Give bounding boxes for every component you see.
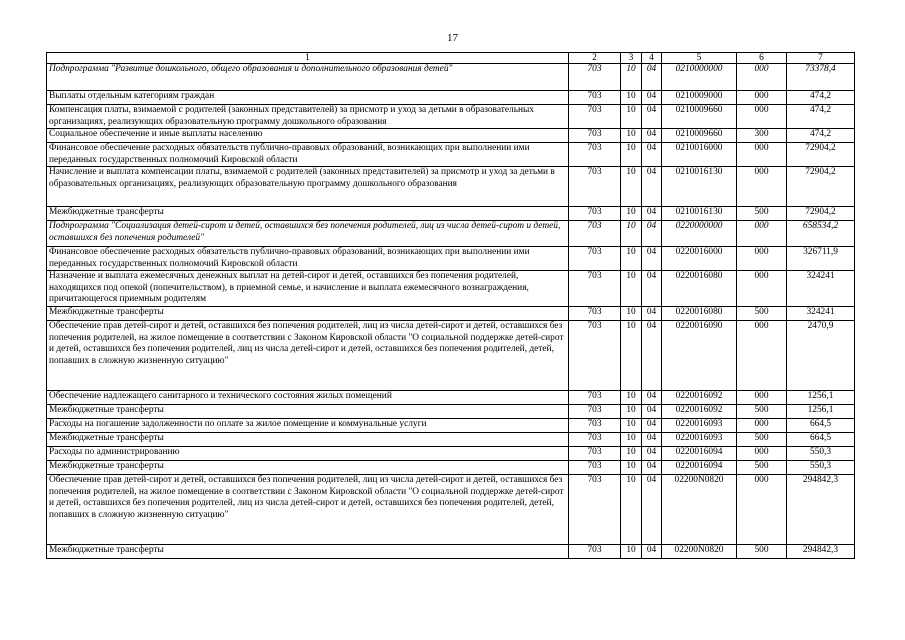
row-amount: 73378,4 bbox=[787, 64, 855, 91]
row-col-3: 10 bbox=[621, 433, 642, 447]
table-row bbox=[47, 545, 855, 559]
row-col-3: 10 bbox=[621, 221, 642, 247]
row-amount: 1256,1 bbox=[787, 391, 855, 405]
row-col-2: 703 bbox=[569, 433, 621, 447]
row-code: 0220000000 bbox=[662, 221, 737, 247]
row-col-3: 10 bbox=[621, 447, 642, 461]
row-code: 0220016080 bbox=[662, 307, 737, 321]
table-row bbox=[47, 105, 855, 129]
row-type: 000 bbox=[737, 475, 787, 545]
header-cell-1: 1 bbox=[47, 53, 569, 64]
row-code: 0210016000 bbox=[662, 143, 737, 167]
row-description: Обеспечение прав детей-сирот и детей, оставшихся без попечения родителей, лиц из числа детей-сирот и детей, оставшихся без попечения родителей, на жилое помещение в соответствии с Законом Кировской области "О социальной поддержке детей-сирот и детей, оставшихся без попечения родителей, лиц из числа детей-сирот и детей, оставшихся без попечения родителей, детей, попавших в сложную жизненную ситуацию" bbox=[47, 321, 569, 391]
table-row bbox=[47, 64, 855, 91]
row-col-4: 04 bbox=[642, 475, 662, 545]
row-code: 0210009000 bbox=[662, 91, 737, 105]
table-header-row bbox=[47, 53, 855, 64]
row-type: 300 bbox=[737, 129, 787, 143]
row-col-2: 703 bbox=[569, 419, 621, 433]
row-amount: 550,3 bbox=[787, 461, 855, 475]
row-col-2: 703 bbox=[569, 167, 621, 207]
table-row bbox=[47, 447, 855, 461]
row-type: 500 bbox=[737, 545, 787, 559]
row-amount: 326711,9 bbox=[787, 247, 855, 271]
row-col-4: 04 bbox=[642, 64, 662, 91]
row-col-4: 04 bbox=[642, 545, 662, 559]
row-col-4: 04 bbox=[642, 433, 662, 447]
header-cell-2: 2 bbox=[569, 53, 621, 64]
row-col-2: 703 bbox=[569, 64, 621, 91]
row-col-4: 04 bbox=[642, 91, 662, 105]
row-col-4: 04 bbox=[642, 247, 662, 271]
row-description: Межбюджетные трансферты bbox=[47, 207, 569, 221]
header-cell-7: 7 bbox=[787, 53, 855, 64]
row-col-2: 703 bbox=[569, 545, 621, 559]
row-code: 0210000000 bbox=[662, 64, 737, 91]
table-row bbox=[47, 129, 855, 143]
row-col-4: 04 bbox=[642, 447, 662, 461]
row-col-2: 703 bbox=[569, 391, 621, 405]
table-row bbox=[47, 207, 855, 221]
row-code: 0210016130 bbox=[662, 207, 737, 221]
row-type: 500 bbox=[737, 433, 787, 447]
row-amount: 294842,3 bbox=[787, 545, 855, 559]
row-description: Начисление и выплата компенсации платы, взимаемой с родителей (законных представителей) за присмотр и уход за детьми в образовательных организациях, реализующих образовательную программу дошкольного образования bbox=[47, 167, 569, 207]
table-row bbox=[47, 405, 855, 419]
row-col-3: 10 bbox=[621, 64, 642, 91]
row-col-4: 04 bbox=[642, 271, 662, 307]
row-amount: 324241 bbox=[787, 307, 855, 321]
row-type: 000 bbox=[737, 64, 787, 91]
page-number: 17 bbox=[447, 32, 458, 44]
row-description: Назначение и выплата ежемесячных денежных выплат на детей-сирот и детей, оставшихся без попечения родителей, находящихся под опекой (попечительством), в приемной семье, и начисление и выплата ежемесячного вознаграждения, причитающегося приемным родителям bbox=[47, 271, 569, 307]
row-amount: 664,5 bbox=[787, 419, 855, 433]
row-type: 500 bbox=[737, 307, 787, 321]
budget-table bbox=[46, 52, 855, 559]
row-type: 000 bbox=[737, 221, 787, 247]
row-description: Компенсация платы, взимаемой с родителей (законных представителей) за присмотр и уход за детьми в образовательных организациях, реализующих образовательную программу дошкольного образования bbox=[47, 105, 569, 129]
row-col-3: 10 bbox=[621, 461, 642, 475]
row-col-3: 10 bbox=[621, 207, 642, 221]
row-col-3: 10 bbox=[621, 91, 642, 105]
row-amount: 664,5 bbox=[787, 433, 855, 447]
table-row bbox=[47, 419, 855, 433]
row-col-4: 04 bbox=[642, 105, 662, 129]
row-col-2: 703 bbox=[569, 221, 621, 247]
row-code: 0220016092 bbox=[662, 405, 737, 419]
row-type: 000 bbox=[737, 447, 787, 461]
row-description: Межбюджетные трансферты bbox=[47, 433, 569, 447]
table-row bbox=[47, 433, 855, 447]
row-type: 000 bbox=[737, 321, 787, 391]
row-type: 000 bbox=[737, 247, 787, 271]
row-amount: 72904,2 bbox=[787, 143, 855, 167]
row-col-2: 703 bbox=[569, 307, 621, 321]
row-description: Межбюджетные трансферты bbox=[47, 405, 569, 419]
table-row bbox=[47, 167, 855, 207]
row-amount: 2470,9 bbox=[787, 321, 855, 391]
row-description: Расходы по администрированию bbox=[47, 447, 569, 461]
row-code: 0220016094 bbox=[662, 461, 737, 475]
row-code: 0220016092 bbox=[662, 391, 737, 405]
row-description: Расходы на погашение задолженности по оплате за жилое помещение и коммунальные услуги bbox=[47, 419, 569, 433]
row-code: 0220016093 bbox=[662, 433, 737, 447]
row-amount: 72904,2 bbox=[787, 207, 855, 221]
row-col-3: 10 bbox=[621, 545, 642, 559]
row-type: 000 bbox=[737, 419, 787, 433]
row-col-3: 10 bbox=[621, 321, 642, 391]
row-code: 0210009660 bbox=[662, 105, 737, 129]
row-col-2: 703 bbox=[569, 91, 621, 105]
row-col-3: 10 bbox=[621, 419, 642, 433]
row-code: 0210016130 bbox=[662, 167, 737, 207]
row-code: 02200N0820 bbox=[662, 475, 737, 545]
table-row bbox=[47, 91, 855, 105]
row-col-4: 04 bbox=[642, 167, 662, 207]
row-amount: 1256,1 bbox=[787, 405, 855, 419]
row-type: 000 bbox=[737, 91, 787, 105]
row-description: Межбюджетные трансферты bbox=[47, 545, 569, 559]
row-description: Финансовое обеспечение расходных обязательств публично-правовых образований, возникающих при выполнении ими переданных государственных полномочий Кировской области bbox=[47, 247, 569, 271]
row-amount: 474,2 bbox=[787, 91, 855, 105]
header-cell-6: 6 bbox=[737, 53, 787, 64]
row-col-3: 10 bbox=[621, 271, 642, 307]
header-cell-4: 4 bbox=[642, 53, 662, 64]
row-col-2: 703 bbox=[569, 129, 621, 143]
row-description: Выплаты отдельным категориям граждан bbox=[47, 91, 569, 105]
row-type: 000 bbox=[737, 167, 787, 207]
row-col-3: 10 bbox=[621, 167, 642, 207]
row-type: 500 bbox=[737, 207, 787, 221]
row-description: Финансовое обеспечение расходных обязательств публично-правовых образований, возникающих при выполнении ими переданных государственных полномочий Кировской области bbox=[47, 143, 569, 167]
row-col-2: 703 bbox=[569, 461, 621, 475]
row-col-3: 10 bbox=[621, 391, 642, 405]
row-col-3: 10 bbox=[621, 307, 642, 321]
row-amount: 474,2 bbox=[787, 105, 855, 129]
table-row bbox=[47, 321, 855, 391]
row-code: 0220016094 bbox=[662, 447, 737, 461]
row-type: 500 bbox=[737, 461, 787, 475]
header-cell-3: 3 bbox=[621, 53, 642, 64]
row-col-2: 703 bbox=[569, 105, 621, 129]
table-row bbox=[47, 143, 855, 167]
row-code: 0210009660 bbox=[662, 129, 737, 143]
row-col-2: 703 bbox=[569, 271, 621, 307]
row-code: 0220016090 bbox=[662, 321, 737, 391]
row-col-3: 10 bbox=[621, 247, 642, 271]
row-description: Обеспечение надлежащего санитарного и технического состояния жилых помещений bbox=[47, 391, 569, 405]
row-col-2: 703 bbox=[569, 405, 621, 419]
row-col-4: 04 bbox=[642, 307, 662, 321]
table-row bbox=[47, 271, 855, 307]
row-col-3: 10 bbox=[621, 475, 642, 545]
row-description: Обеспечение прав детей-сирот и детей, оставшихся без попечения родителей, лиц из числа детей-сирот и детей, оставшихся без попечения родителей, на жилое помещение в соответствии с Законом Кировской области "О социальной поддержке детей-сирот и детей, оставшихся без попечения родителей, лиц из числа детей-сирот и детей, оставшихся без попечения родителей, детей, попавших в сложную жизненную ситуацию" bbox=[47, 475, 569, 545]
row-col-4: 04 bbox=[642, 321, 662, 391]
row-col-2: 703 bbox=[569, 475, 621, 545]
row-code: 02200N0820 bbox=[662, 545, 737, 559]
row-amount: 658534,2 bbox=[787, 221, 855, 247]
row-col-4: 04 bbox=[642, 461, 662, 475]
row-col-3: 10 bbox=[621, 129, 642, 143]
row-amount: 294842,3 bbox=[787, 475, 855, 545]
table-row bbox=[47, 475, 855, 545]
row-col-4: 04 bbox=[642, 143, 662, 167]
row-description: Подпрограмма "Социализация детей-сирот и детей, оставшихся без попечения родителей, лиц из числа детей-сирот и детей, оставшихся без попечения родителей" bbox=[47, 221, 569, 247]
row-col-4: 04 bbox=[642, 207, 662, 221]
table-row bbox=[47, 391, 855, 405]
row-type: 000 bbox=[737, 271, 787, 307]
table-row bbox=[47, 461, 855, 475]
row-type: 000 bbox=[737, 105, 787, 129]
row-col-2: 703 bbox=[569, 247, 621, 271]
row-type: 000 bbox=[737, 143, 787, 167]
table-row bbox=[47, 307, 855, 321]
row-description: Межбюджетные трансферты bbox=[47, 461, 569, 475]
row-amount: 72904,2 bbox=[787, 167, 855, 207]
row-description: Социальное обеспечение и иные выплаты населению bbox=[47, 129, 569, 143]
table-row bbox=[47, 247, 855, 271]
row-col-4: 04 bbox=[642, 391, 662, 405]
row-code: 0220016080 bbox=[662, 271, 737, 307]
table-row bbox=[47, 221, 855, 247]
row-amount: 550,3 bbox=[787, 447, 855, 461]
row-description: Подпрограмма "Развитие дошкольного, общего образования и дополнительного образования детей" bbox=[47, 64, 569, 91]
row-col-2: 703 bbox=[569, 321, 621, 391]
table-body bbox=[47, 53, 855, 559]
header-cell-5: 5 bbox=[662, 53, 737, 64]
row-description: Межбюджетные трансферты bbox=[47, 307, 569, 321]
row-type: 500 bbox=[737, 405, 787, 419]
row-col-4: 04 bbox=[642, 221, 662, 247]
row-col-4: 04 bbox=[642, 419, 662, 433]
row-col-4: 04 bbox=[642, 405, 662, 419]
row-type: 000 bbox=[737, 391, 787, 405]
row-col-2: 703 bbox=[569, 207, 621, 221]
row-amount: 474,2 bbox=[787, 129, 855, 143]
row-col-3: 10 bbox=[621, 405, 642, 419]
row-col-3: 10 bbox=[621, 105, 642, 129]
row-col-2: 703 bbox=[569, 447, 621, 461]
row-code: 0220016000 bbox=[662, 247, 737, 271]
row-col-3: 10 bbox=[621, 143, 642, 167]
row-amount: 324241 bbox=[787, 271, 855, 307]
row-col-4: 04 bbox=[642, 129, 662, 143]
row-code: 0220016093 bbox=[662, 419, 737, 433]
row-col-2: 703 bbox=[569, 143, 621, 167]
